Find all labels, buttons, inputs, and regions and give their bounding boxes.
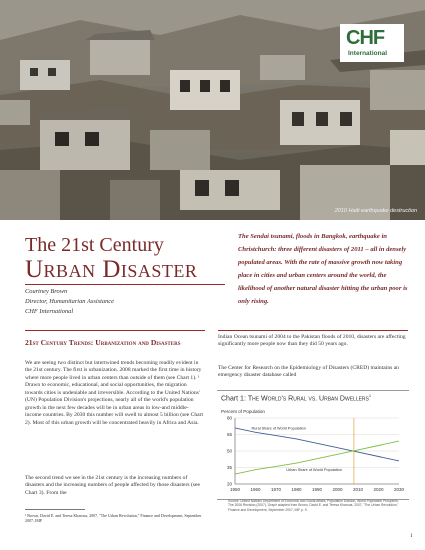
section-heading: 21st Century Trends: Urbanization and Disasters	[25, 338, 181, 347]
section-rule-left	[25, 330, 205, 331]
right-paragraph-1: Indian Ocean tsunami of 2004 to the Pakistan floods of 2010, disasters are affecting significantly more people now than they did 50 years ago.	[218, 334, 406, 348]
page-number: 1	[410, 533, 413, 539]
y-tick-label: 50	[226, 448, 232, 454]
x-tick-label: 1970	[270, 487, 282, 492]
rural-series-line	[235, 428, 399, 461]
y-tick-label: 80	[226, 415, 232, 421]
author-name: Courtney Brown	[25, 288, 68, 295]
footnote: ¹ Brown, David E. and Teresa Kharoua, 2007, "The Urban Revolution," Finance and Development, September 2007, IMF	[25, 513, 202, 524]
title-rule	[25, 284, 225, 285]
chart-source: Source: United Nations Department of Economic and Social Affairs, Population Division, World Population Prospects: The 2006 Revision (2007). Graph adapted from Brown, David E. and Teresa Kharoua, 2007, "The Urban Revolution," Finance and Development, September 2007, IMF p. 9.	[228, 499, 399, 512]
x-tick-label: 2010	[352, 487, 364, 492]
y-tick-label: 20	[226, 481, 232, 487]
logo-mark: CHF	[346, 27, 385, 49]
chart-title	[221, 393, 371, 402]
line-chart	[217, 414, 409, 498]
chart-y-axis-label: Percent of Population	[221, 409, 265, 414]
x-tick-label: 2030	[393, 487, 405, 492]
title-line-1: The 21st Century	[25, 234, 164, 256]
chart-title-text: The World's Rural vs. Urban Dwellers	[247, 395, 369, 403]
x-tick-label: 1960	[250, 487, 261, 492]
pull-quote: The Sendai tsunami, floods in Bangkok, earthquake in Christchurch: three different disasters of 2011 – all in densely populated areas. With the rate of massive growth now taking place in cities and urban centers around the world, the likelihood of another natural disaster hitting the urban poor is only rising.	[238, 233, 408, 305]
x-tick-label: 2020	[373, 487, 384, 492]
logo-subtitle: International	[348, 50, 388, 57]
chart-title-prefix: Chart 1:	[221, 395, 248, 403]
section-rule-right	[218, 330, 408, 331]
author-org: CHF International	[25, 308, 74, 315]
body-paragraph-1: We are seeing two distinct but intertwined trends becoming readily evident in the 21st century. The first is urbanization. 2008 marked the first time in history where more people lived in urban centers than outside of them (see Chart 1). ¹ Drawn to economic, educational, and social opportunities, the migration towards cities is undeniable and irreversible. According to the United Nations' (UN) Population Division's projections, nearly all of the world's population growth in the next few decades will be in urban areas in low-and middle-income countries. By 2030 this number will swell to almost 5 billion (see Chart 2). Most of this urban growth will be concentrated heavily in Africa and Asia.	[25, 360, 204, 426]
x-tick-label: 2000	[332, 487, 343, 492]
y-tick-label: 65	[226, 432, 232, 437]
x-tick-label: 1950	[229, 487, 241, 492]
author-block	[25, 287, 114, 317]
chart-title-superscript: 1	[368, 393, 372, 398]
footnote-rule	[25, 509, 85, 510]
title-line-2: Urban Disaster	[25, 256, 198, 283]
urban-series-label: Urban Share of World Population	[286, 468, 342, 473]
x-tick-label: 1990	[311, 487, 323, 492]
x-tick-label: 1980	[291, 487, 302, 492]
rural-series-label: Rural Share of World Population	[251, 426, 306, 431]
right-paragraph-2: The Center for Research on the Epidemiology of Disasters (CRED) maintains an emergency disaster database called	[218, 365, 399, 379]
y-tick-label: 35	[226, 465, 232, 470]
body-paragraph-2: The second trend we see in the 21st century is the increasing numbers of disasters and the increasing numbers of people affected by those disasters (see Chart 3). From the	[25, 475, 200, 496]
photo-caption: 2010 Haiti earthquake destruction	[334, 208, 417, 214]
chf-logo	[340, 24, 404, 62]
author-role: Director, Humanitarian Assistance	[25, 298, 114, 305]
